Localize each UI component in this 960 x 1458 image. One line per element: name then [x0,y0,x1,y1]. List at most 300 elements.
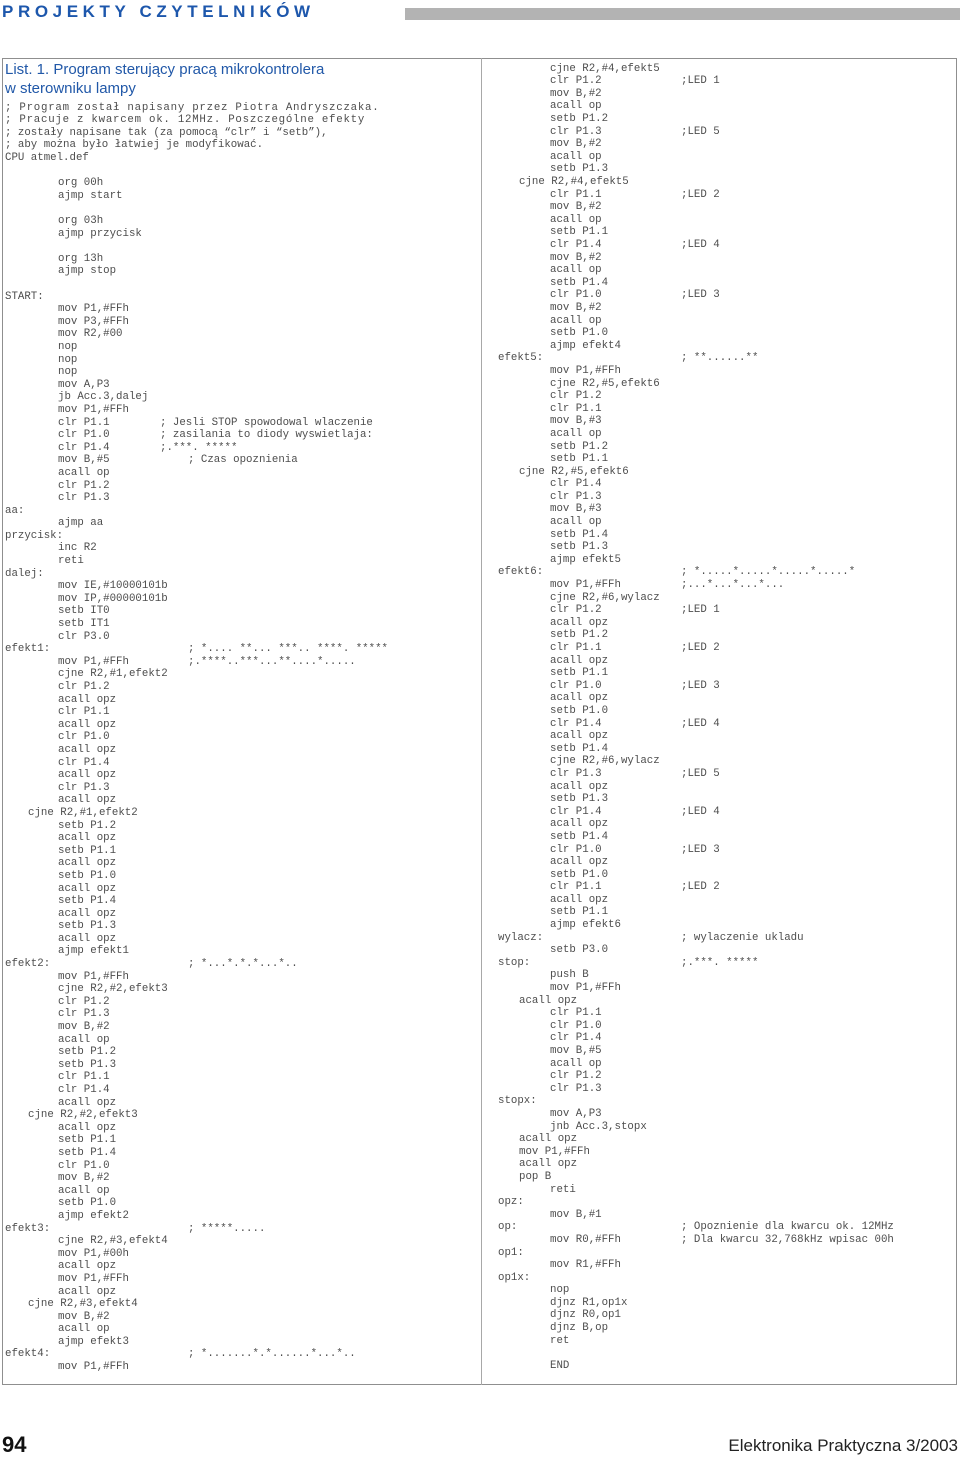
listing-line [498,1297,953,1310]
code-text: mov B,#2 [550,201,602,214]
listing-line [5,530,475,543]
listing-line [498,982,953,995]
listing-line [5,1059,475,1072]
code-comment: ; *...*.*.*...*.. [188,958,298,971]
code-text: acall opz [550,692,609,705]
listing-line [5,480,475,493]
code-text: mov P1,#FFh [58,303,129,316]
listing-line [498,214,953,227]
listing-right-column [498,63,953,1373]
section-header: PROJEKTY CZYTELNIKÓW [2,2,315,21]
listing-line [498,138,953,151]
listing-line [5,442,475,455]
listing-line [498,957,953,970]
code-text: efekt3: [5,1222,51,1235]
listing-line [498,793,953,806]
code-text: clr P1.0 [58,731,110,744]
blank-line [5,240,475,253]
listing-line [498,352,953,365]
code-text: wylacz: [498,931,544,944]
listing-line [5,857,475,870]
code-text: ajmp efekt3 [58,1335,129,1348]
listing-line [5,719,475,732]
code-text: nop [550,1284,570,1297]
column-divider [481,58,482,1385]
listing-line [498,655,953,668]
code-text: mov A,P3 [58,378,110,391]
code-text: acall opz [519,1158,578,1171]
listing-line [5,958,475,971]
listing-line [5,769,475,782]
listing-line [498,1335,953,1348]
listing-title [5,61,324,98]
code-comment: ; Czas opoznienia [188,454,298,467]
code-text: acall opz [550,730,609,743]
code-text: clr P1.2 [550,75,602,88]
code-comment: ; *.....*.....*.....*.....* [681,566,856,579]
code-text: ajmp efekt2 [58,1209,129,1222]
code-comment: ;.****..***...**....*..... [188,655,356,668]
listing-line [498,516,953,529]
code-text: setb P1.1 [550,453,609,466]
code-text: stop: [498,956,531,969]
listing-line [498,466,953,479]
code-comment: ; wylaczenie ukladu [681,931,804,944]
code-text: acall opz [519,994,578,1007]
listing-line [5,291,475,304]
listing-line [498,642,953,655]
code-text: setb P1.3 [58,1058,117,1071]
code-text: clr P1.0 [550,1019,602,1032]
code-text: clr P1.4 [550,805,602,818]
listing-line [498,680,953,693]
code-text: clr P1.1 [550,642,602,654]
listing-line [5,429,475,442]
code-text: clr P1.0 [550,289,602,302]
listing-line [498,969,953,982]
listing-line [498,226,953,239]
listing-line [498,176,953,189]
listing-line [5,303,475,316]
code-text: clr P1.0 [550,679,602,692]
code-text: ajmp start [58,189,123,202]
code-comment: ; **......** [681,352,759,365]
listing-line [5,328,475,341]
code-text: setb P1.4 [550,276,609,289]
code-text: ajmp efekt5 [550,553,621,566]
listing-line [498,1272,953,1285]
listing-line [5,1197,475,1210]
listing-line [498,415,953,428]
listing-line [5,127,475,140]
listing-line [5,1336,475,1349]
code-text: setb P3.0 [550,944,609,957]
listing-line [498,1234,953,1247]
listing-line [5,454,475,467]
listing-line [5,366,475,379]
listing-line [498,1007,953,1020]
code-text: push B [550,969,589,982]
code-text: acall opz [58,1260,117,1273]
code-text: cjne R2,#1,efekt2 [28,806,138,819]
code-comment: ;LED 2 [681,881,720,894]
code-text: setb P1.1 [58,844,117,857]
code-text: org 03h [58,215,104,228]
listing-line [498,75,953,88]
code-text: acall opz [550,780,609,793]
code-text: setb P1.2 [550,440,609,453]
listing-line [498,844,953,857]
listing-line [498,1121,953,1134]
code-text: mov B,#3 [550,503,602,516]
code-text: setb P1.4 [550,528,609,541]
listing-line [498,755,953,768]
code-comment: ;LED 3 [681,843,720,856]
listing-line [5,177,475,190]
listing-line [5,228,475,241]
code-text: acall op [58,1323,110,1336]
code-text: mov B,#2 [550,138,602,151]
code-comment: ; *.......*.*......*...*.. [188,1348,356,1361]
code-text: acall opz [58,907,117,920]
code-comment: ;LED 4 [681,239,720,251]
listing-line [5,492,475,505]
code-text: efekt6: [498,566,544,579]
code-text: setb P1.1 [550,906,609,919]
listing-line [498,919,953,932]
code-text: acall opz [58,769,117,782]
code-text: djnz B,op [550,1322,609,1335]
listing-line [5,354,475,367]
code-text: clr P3.0 [58,630,110,643]
listing-line [498,743,953,756]
code-text: clr P1.2 [58,681,110,693]
listing-line [498,894,953,907]
code-text: setb P1.2 [58,1046,117,1059]
code-comment: ;LED 1 [681,604,720,617]
code-comment: ;LED 4 [681,805,720,818]
code-text: ajmp efekt6 [550,919,621,932]
listing-line [498,604,953,617]
code-text: jb Acc.3,dalej [58,391,149,404]
code-comment: ;LED 5 [681,125,720,138]
code-text: mov B,#2 [550,301,602,314]
code-text: setb P1.2 [58,819,117,832]
listing-line [498,541,953,554]
code-text: setb IT1 [58,618,110,631]
listing-line [498,478,953,491]
code-comment: ;LED 5 [681,767,720,780]
listing-line [498,579,953,592]
listing-line [498,1045,953,1058]
listing-line [5,605,475,618]
code-text: clr P1.1 [58,1071,110,1084]
listing-line [5,631,475,644]
code-text: mov R1,#FFh [550,1259,621,1272]
listing-line [5,820,475,833]
code-text: clr P1.4 [550,478,602,491]
code-text: setb P1.3 [58,920,117,933]
page-number: 94 [2,1432,27,1457]
listing-line [498,365,953,378]
code-text: acall opz [58,794,117,807]
code-text: cjne R2,#2,efekt3 [28,1109,138,1122]
listing-line [498,554,953,567]
listing-line [498,730,953,743]
code-text: aa: [5,504,25,517]
code-text: cjne R2,#3,efekt4 [28,1298,138,1311]
code-comment: ; Dla kwarcu 32,768kHz wpisac 00h [681,1233,894,1246]
listing-line [498,390,953,403]
code-text: cjne R2,#5,efekt6 [519,465,629,478]
listing-line [5,668,475,681]
blank-line [5,278,475,291]
code-text: acall opz [550,818,609,831]
code-text: mov B,#5 [550,1045,602,1057]
listing-line [498,428,953,441]
listing-line [5,794,475,807]
listing-line [498,667,953,680]
code-text: clr P1.0 [58,429,110,442]
code-text: setb P1.1 [550,226,609,239]
listing-line [498,1196,953,1209]
code-text: mov B,#2 [58,1310,110,1323]
listing-line [498,403,953,416]
code-text: setb P1.3 [550,793,609,806]
listing-line [498,252,953,265]
listing-line [5,1084,475,1097]
listing-title-line-1: List. 1. Program sterujący pracą mikrokontrolera [5,61,325,78]
listing-line [498,856,953,869]
listing-line [5,1210,475,1223]
code-text: clr P1.4 [58,756,110,769]
listing-line [498,302,953,315]
listing-line [5,102,475,115]
code-text: setb P1.4 [550,830,609,843]
code-text: mov P1,#FFh [550,364,621,377]
code-text: clr P1.3 [58,1008,110,1021]
code-text: opz: [498,1196,524,1209]
code-comment: ;LED 3 [681,289,720,302]
code-text: setb P1.4 [58,1146,117,1159]
listing-line [5,341,475,354]
code-text: cjne R2,#6,wylacz [550,591,660,604]
code-text: mov R0,#FFh [550,1233,621,1246]
blank-line [5,202,475,215]
listing-line [5,580,475,593]
listing-line [5,883,475,896]
listing-line [5,542,475,555]
listing-line [498,566,953,579]
code-comment: ; Opoznienie dla kwarcu ok. 12MHz [681,1221,894,1234]
listing-line [5,1071,475,1084]
code-text: op1: [498,1246,524,1259]
code-text: clr P1.1 [550,1007,602,1020]
code-comment: ;...*...*...*... [681,579,785,592]
code-text: clr P1.2 [550,1070,602,1083]
listing-line [5,782,475,795]
listing-line [498,453,953,466]
listing-line [5,757,475,770]
code-text: mov B,#2 [58,1021,110,1034]
code-comment: ; zasilania to diody wyswietlaja: [160,429,373,442]
listing-line [5,1348,475,1361]
listing-line [498,529,953,542]
listing-line [5,316,475,329]
listing-line [5,568,475,581]
code-comment: ;.***. ***** [160,441,238,454]
code-text: clr P1.3 [550,1082,602,1095]
listing-line [5,832,475,845]
listing-line [498,995,953,1008]
listing-line [498,88,953,101]
code-text: clr P1.4 [58,1084,110,1096]
listing-line [5,1021,475,1034]
listing-line [5,1248,475,1261]
listing-line [5,1323,475,1336]
code-text: acall opz [58,832,117,845]
code-comment: ;LED 2 [681,188,720,201]
code-text: clr P1.2 [550,604,602,617]
code-text: acall op [550,427,602,440]
code-text: acall op [550,213,602,226]
code-text: cjne R2,#1,efekt2 [58,668,168,681]
code-text: clr P1.4 [58,441,110,454]
listing-line [498,1221,953,1234]
code-text: cjne R2,#6,wylacz [550,755,660,768]
code-text: clr P1.0 [550,843,602,856]
code-text: acall op [550,264,602,277]
code-text: acall op [550,516,602,529]
code-text: clr P1.1 [58,416,110,429]
listing-line [5,681,475,694]
code-text: jnb Acc.3,stopx [550,1120,647,1133]
listing-line [498,1083,953,1096]
listing-line [498,63,953,76]
listing-line [5,517,475,530]
listing-line [498,906,953,919]
code-text: END [550,1359,570,1372]
code-text: setb P1.2 [550,629,609,642]
code-text: clr P1.4 [550,717,602,730]
code-text: cjne R2,#2,efekt3 [58,983,168,996]
code-text: mov P1,#FFh [550,579,621,592]
code-text: efekt1: [5,643,51,656]
code-text: setb P1.4 [58,895,117,908]
listing-line [5,1260,475,1273]
code-text: acall op [550,314,602,327]
listing-line [5,391,475,404]
listing-line [498,1058,953,1071]
listing-line [498,1020,953,1033]
listing-line [498,126,953,139]
code-text: mov P1,#FFh [519,1145,590,1158]
listing-line [5,1273,475,1286]
listing-line [5,845,475,858]
listing-line [5,1008,475,1021]
code-text: acall opz [58,1121,117,1134]
listing-line [498,1108,953,1121]
listing-line [498,881,953,894]
listing-line [5,706,475,719]
code-text: clr P1.3 [550,125,602,138]
code-comment: ; *.... **... ***.. ****. ***** [188,643,388,656]
code-comment: ;.***. ***** [681,956,759,969]
listing-line [5,1147,475,1160]
code-text: acall opz [519,1133,578,1146]
code-text: ; aby można było łatwiej je modyfikować. [5,139,264,152]
code-text: efekt2: [5,958,51,971]
listing-line [5,945,475,958]
listing-line [5,555,475,568]
code-text: clr P1.2 [58,479,110,492]
listing-line [498,806,953,819]
listing-line [498,629,953,642]
code-text: ; zostały napisane tak (za pomocą “clr” i “setb”), [5,126,328,139]
listing-line [5,139,475,152]
listing-line [5,1046,475,1059]
code-text: acall op [550,1057,602,1070]
listing-line [5,983,475,996]
listing-line [5,379,475,392]
code-text: mov P1,#FFh [58,655,129,668]
code-text: clr P1.3 [58,781,110,794]
code-text: inc R2 [58,542,97,555]
code-comment: ; *****..... [188,1222,266,1235]
code-text: acall op [550,150,602,163]
listing-line [5,1109,475,1122]
listing-line [498,768,953,781]
code-text: setb P1.4 [550,742,609,755]
listing-line [5,870,475,883]
code-text: ; Program został napisany przez Piotra Andryszczaka. [5,101,380,114]
code-text: efekt5: [498,352,544,365]
code-text: setb P1.0 [58,869,117,882]
code-text: setb P1.1 [550,667,609,680]
listing-line [498,315,953,328]
code-text: mov P1,#00h [58,1247,129,1260]
code-text: nop [58,366,78,379]
code-text: acall op [550,100,602,113]
listing-line [5,253,475,266]
code-text: mov P1,#FFh [58,970,129,983]
listing-line [498,340,953,353]
listing-line [498,705,953,718]
listing-line [498,617,953,630]
code-text: nop [58,340,78,353]
listing-line [498,1322,953,1335]
listing-line [5,1160,475,1173]
code-comment: ;LED 1 [681,75,720,88]
listing-line [5,643,475,656]
listing-line [5,152,475,165]
code-text: mov P3,#FFh [58,315,129,328]
listing-line [498,1360,953,1373]
code-text: acall opz [550,856,609,869]
code-text: acall opz [58,1285,117,1298]
listing-line [5,265,475,278]
code-comment: ;LED 4 [681,717,720,730]
listing-line [498,1184,953,1197]
code-text: mov B,#5 [58,454,110,467]
code-text: nop [58,353,78,366]
listing-line [498,1146,953,1159]
listing-line [5,920,475,933]
listing-line [498,1284,953,1297]
listing-line [498,1247,953,1260]
code-comment: ;LED 2 [681,642,720,654]
listing-line [5,1185,475,1198]
